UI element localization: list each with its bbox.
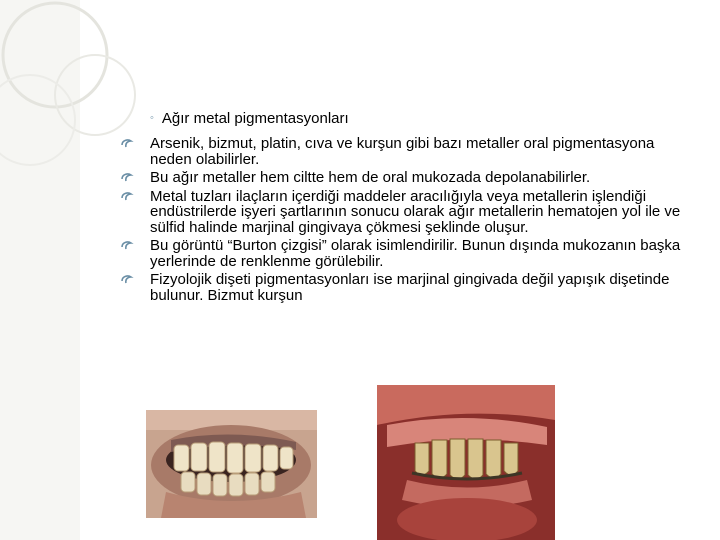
sub-heading	[150, 110, 349, 127]
bullet-text: Bu görüntü “Burton çizgisi” olarak isimlendirilir. Bunun dışında mukozanın başka yerlerinde de renklenme görülebilir.	[150, 237, 681, 270]
bullet-text: Fizyolojik dişeti pigmentasyonları ise marjinal gingivada değil yapışık dişetinde bulunur. Bizmut kurşun	[150, 271, 670, 304]
bullet-item	[120, 272, 700, 303]
sub-heading-text: Ağır metal pigmentasyonları	[161, 110, 349, 127]
bullet-list	[120, 136, 700, 306]
bullet-item	[120, 238, 700, 269]
bullet-item	[120, 136, 700, 167]
bullet-text: Bu ağır metaller hem ciltte hem de oral mukozada depolanabilirler.	[150, 169, 591, 186]
bullet-text: Arsenik, bizmut, platin, cıva ve kurşun gibi bazı metaller oral pigmentasyona neden olabilirler.	[150, 135, 655, 168]
curl-bullet-icon	[120, 238, 134, 252]
bullet-item	[120, 189, 700, 236]
bullet-text: Metal tuzları ilaçların içerdiği maddeler aracılığıyla veya metallerin işlendiği endüstrilerde işyeri şartlarının sonucu olarak ağır metallerin hematojen yol ile ve sülfid halinde marjinal gingivaya çökmesi şeklinde oluşur.	[150, 187, 681, 236]
curl-bullet-icon	[120, 170, 134, 184]
curl-bullet-icon	[120, 189, 134, 203]
curl-bullet-icon	[120, 272, 134, 286]
circle-bullet-icon: ◦	[150, 112, 154, 124]
bullet-item	[120, 170, 700, 186]
teeth-photo-right	[377, 385, 555, 540]
curl-bullet-icon	[120, 136, 134, 150]
teeth-photo-left	[146, 410, 317, 518]
